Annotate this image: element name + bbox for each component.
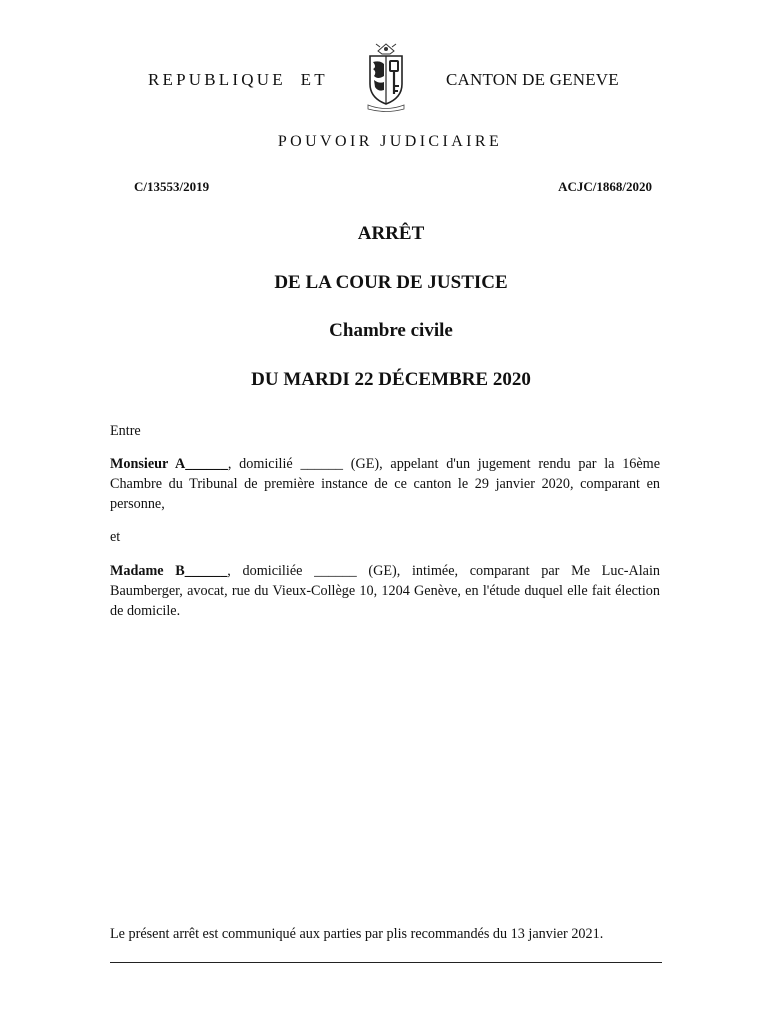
header-canton: CANTON DE GENEVE	[446, 70, 619, 89]
title-arret: ARRÊT	[357, 223, 425, 244]
decision-reference: ACJC/1868/2020	[558, 179, 652, 194]
geneva-coat-of-arms-icon	[362, 42, 410, 112]
respondent-paragraph	[110, 561, 660, 621]
header-republique: REPUBLIQUE ET	[148, 70, 328, 89]
respondent-name: Madame B______	[110, 563, 228, 579]
appellant-text: , domicilié ______ (GE), appelant d'un jugement rendu par la 16ème Chambre du Tribunal de première instance de ce canton le 29 janvier 2020, comparant en personne,	[110, 456, 661, 512]
footer-divider	[110, 962, 662, 963]
title-chamber: Chambre civile	[329, 320, 453, 341]
respondent-text: , domiciliée ______ (GE), intimée, comparant par Me Luc-Alain Baumberger, avocat, rue du Vieux-Collège 10, 1204 Genève, en l'étude duquel elle fait élection de domicile.	[110, 563, 660, 619]
title-court: DE LA COUR DE JUSTICE	[274, 272, 508, 293]
entre-label: Entre	[110, 423, 141, 439]
case-reference: C/13553/2019	[134, 179, 210, 194]
appellant-name: Monsieur A______	[110, 456, 228, 472]
communication-note: Le présent arrêt est communiqué aux parties par plis recommandés du 13 janvier 2021.	[110, 926, 604, 942]
title-date: DU MARDI 22 DÉCEMBRE 2020	[251, 369, 531, 390]
et-label: et	[110, 529, 121, 545]
institution-name: POUVOIR JUDICIAIRE	[277, 133, 503, 150]
appellant-paragraph	[110, 454, 660, 514]
